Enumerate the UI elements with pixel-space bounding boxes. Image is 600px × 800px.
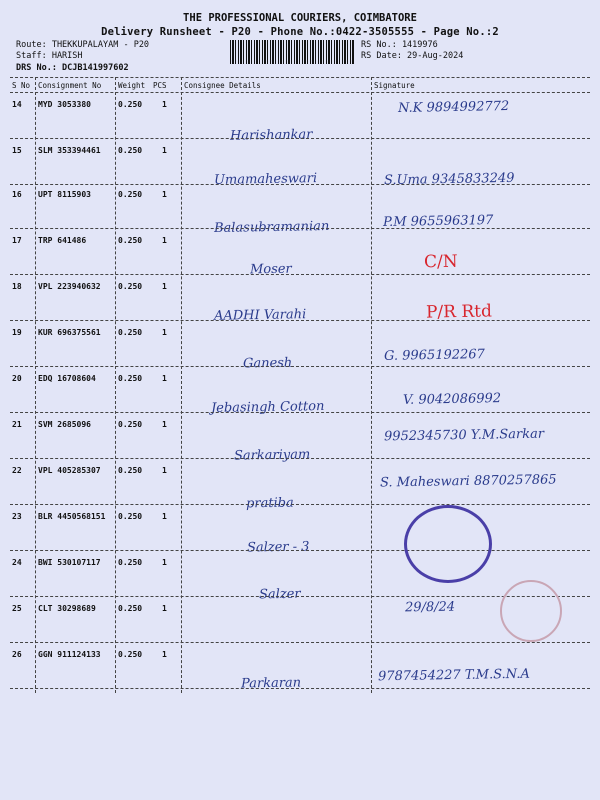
row-pcs: 1 [162, 282, 167, 291]
row-consignee-handwritten: Salzer - 3 [246, 539, 310, 556]
row-sno: 19 [12, 328, 22, 337]
row-sno: 16 [12, 190, 22, 199]
row-consignee-handwritten: Balasubramanian [213, 218, 330, 237]
row-divider [10, 184, 590, 185]
row-consignee-handwritten: Umamaheswari [213, 171, 318, 188]
staff-label: Staff: HARISH [16, 51, 83, 61]
row-consignment-no: BWI 530107117 [38, 558, 101, 567]
row-consignment-no: BLR 4450568151 [38, 512, 106, 521]
row-consignment-no: CLT 30298689 [38, 604, 96, 613]
page-title: THE PROFESSIONAL COURIERS, COIMBATORE [183, 12, 417, 24]
row-sno: 20 [12, 374, 22, 383]
row-pcs: 1 [162, 466, 167, 475]
row-consignment-no: SLM 353394461 [38, 146, 101, 155]
row-weight: 0.250 [118, 466, 143, 475]
row-weight: 0.250 [118, 558, 143, 567]
row-divider [10, 458, 590, 459]
row-signature-handwritten: V. 9042086992 [402, 391, 502, 408]
row-pcs: 1 [162, 328, 167, 337]
row-consignment-no: VPL 223940632 [38, 282, 101, 291]
col-header-signature: Signature [374, 81, 415, 90]
row-consignee-handwritten: Sarkariyam [233, 447, 311, 464]
row-pcs: 1 [162, 100, 167, 109]
row-consignee-handwritten: Salzer [258, 586, 301, 603]
row-consignment-no: KUR 696375561 [38, 328, 101, 337]
row-pcs: 1 [162, 146, 167, 155]
row-divider [10, 642, 590, 643]
row-signature-handwritten: P.M 9655963197 [382, 213, 494, 230]
col-divider [371, 77, 372, 693]
row-weight: 0.250 [118, 420, 143, 429]
row-sno: 26 [12, 650, 22, 659]
row-signature-handwritten: S.Uma 9345833249 [383, 170, 515, 189]
row-consignment-no: EDQ 16708604 [38, 374, 96, 383]
rs-no-label: RS No.: 1419976 [361, 40, 438, 50]
row-consignee-handwritten: AADHI Varahi [213, 307, 307, 324]
row-signature-handwritten: 29/8/24 [404, 599, 456, 616]
row-signature-handwritten: S. Maheswari 8870257865 [379, 472, 557, 491]
row-sno: 15 [12, 146, 22, 155]
row-weight: 0.250 [118, 236, 143, 245]
row-pcs: 1 [162, 650, 167, 659]
row-signature-handwritten: C/N [423, 251, 458, 273]
row-sno: 17 [12, 236, 22, 245]
col-header-sno: S No [12, 81, 31, 90]
row-divider [10, 366, 590, 367]
row-consignee-handwritten: Parkaran [240, 675, 302, 692]
col-header-pcs: PCS [153, 81, 167, 90]
row-weight: 0.250 [118, 328, 143, 337]
col-header-weight: Weight [118, 81, 146, 90]
row-sno: 25 [12, 604, 22, 613]
row-consignment-no: UPT 8115903 [38, 190, 91, 199]
route-label: Route: THEKKUPALAYAM - P20 [16, 40, 150, 50]
row-consignee-handwritten: Jebasingh Cotton [210, 399, 325, 416]
row-pcs: 1 [162, 236, 167, 245]
col-divider [115, 77, 116, 693]
row-signature-handwritten: N.K 9894992772 [397, 99, 510, 116]
row-divider [10, 228, 590, 229]
row-pcs: 1 [162, 374, 167, 383]
row-pcs: 1 [162, 420, 167, 429]
row-pcs: 1 [162, 558, 167, 567]
row-divider [10, 138, 590, 139]
row-pcs: 1 [162, 190, 167, 199]
row-divider [10, 412, 590, 413]
row-sno: 21 [12, 420, 22, 429]
row-signature-handwritten: G. 9965192267 [383, 347, 486, 364]
row-sno: 22 [12, 466, 22, 475]
courier-stamp-seal [404, 505, 492, 583]
row-sno: 14 [12, 100, 22, 109]
row-signature-handwritten: P/R Rtd [425, 301, 493, 323]
row-signature-handwritten: 9787454227 T.M.S.N.A [377, 666, 530, 685]
row-divider [10, 550, 590, 551]
row-weight: 0.250 [118, 100, 143, 109]
page-subtitle: Delivery Runsheet - P20 - Phone No.:0422-3505555 - Page No.:2 [101, 26, 499, 38]
row-weight: 0.250 [118, 374, 143, 383]
row-divider [10, 274, 590, 275]
col-divider [181, 77, 182, 693]
row-weight: 0.250 [118, 190, 143, 199]
row-divider [10, 320, 590, 321]
row-weight: 0.250 [118, 512, 143, 521]
row-consignee-handwritten: Moser [249, 261, 292, 278]
row-pcs: 1 [162, 604, 167, 613]
row-signature-handwritten: 9952345730 Y.M.Sarkar [383, 426, 545, 445]
col-divider [35, 77, 36, 693]
row-sno: 23 [12, 512, 22, 521]
row-weight: 0.250 [118, 282, 143, 291]
row-consignment-no: TRP 641486 [38, 236, 87, 245]
row-consignment-no: MYD 3053380 [38, 100, 91, 109]
row-weight: 0.250 [118, 650, 143, 659]
row-consignment-no: SVM 2685096 [38, 420, 91, 429]
row-weight: 0.250 [118, 604, 143, 613]
row-sno: 18 [12, 282, 22, 291]
row-consignment-no: VPL 405285307 [38, 466, 101, 475]
rs-date-label: RS Date: 29-Aug-2024 [361, 51, 464, 61]
row-sno: 24 [12, 558, 22, 567]
row-divider [10, 688, 590, 689]
row-consignment-no: GGN 911124133 [38, 650, 101, 659]
row-weight: 0.250 [118, 146, 143, 155]
row-consignee-handwritten: Harishankar [229, 127, 313, 144]
drs-label: DRS No.: DCJB141997602 [16, 63, 129, 73]
row-consignee-handwritten: Ganesh [242, 355, 293, 372]
col-header-consignee: Consignee Details [184, 81, 261, 90]
row-pcs: 1 [162, 512, 167, 521]
barcode [230, 40, 354, 64]
table-header-rule [10, 92, 590, 93]
row-divider [10, 504, 590, 505]
table-top-rule [10, 77, 590, 78]
row-consignee-handwritten: pratiba [245, 495, 294, 512]
faint-stamp-seal [500, 580, 562, 642]
col-header-consignment: Consignment No [38, 81, 102, 90]
